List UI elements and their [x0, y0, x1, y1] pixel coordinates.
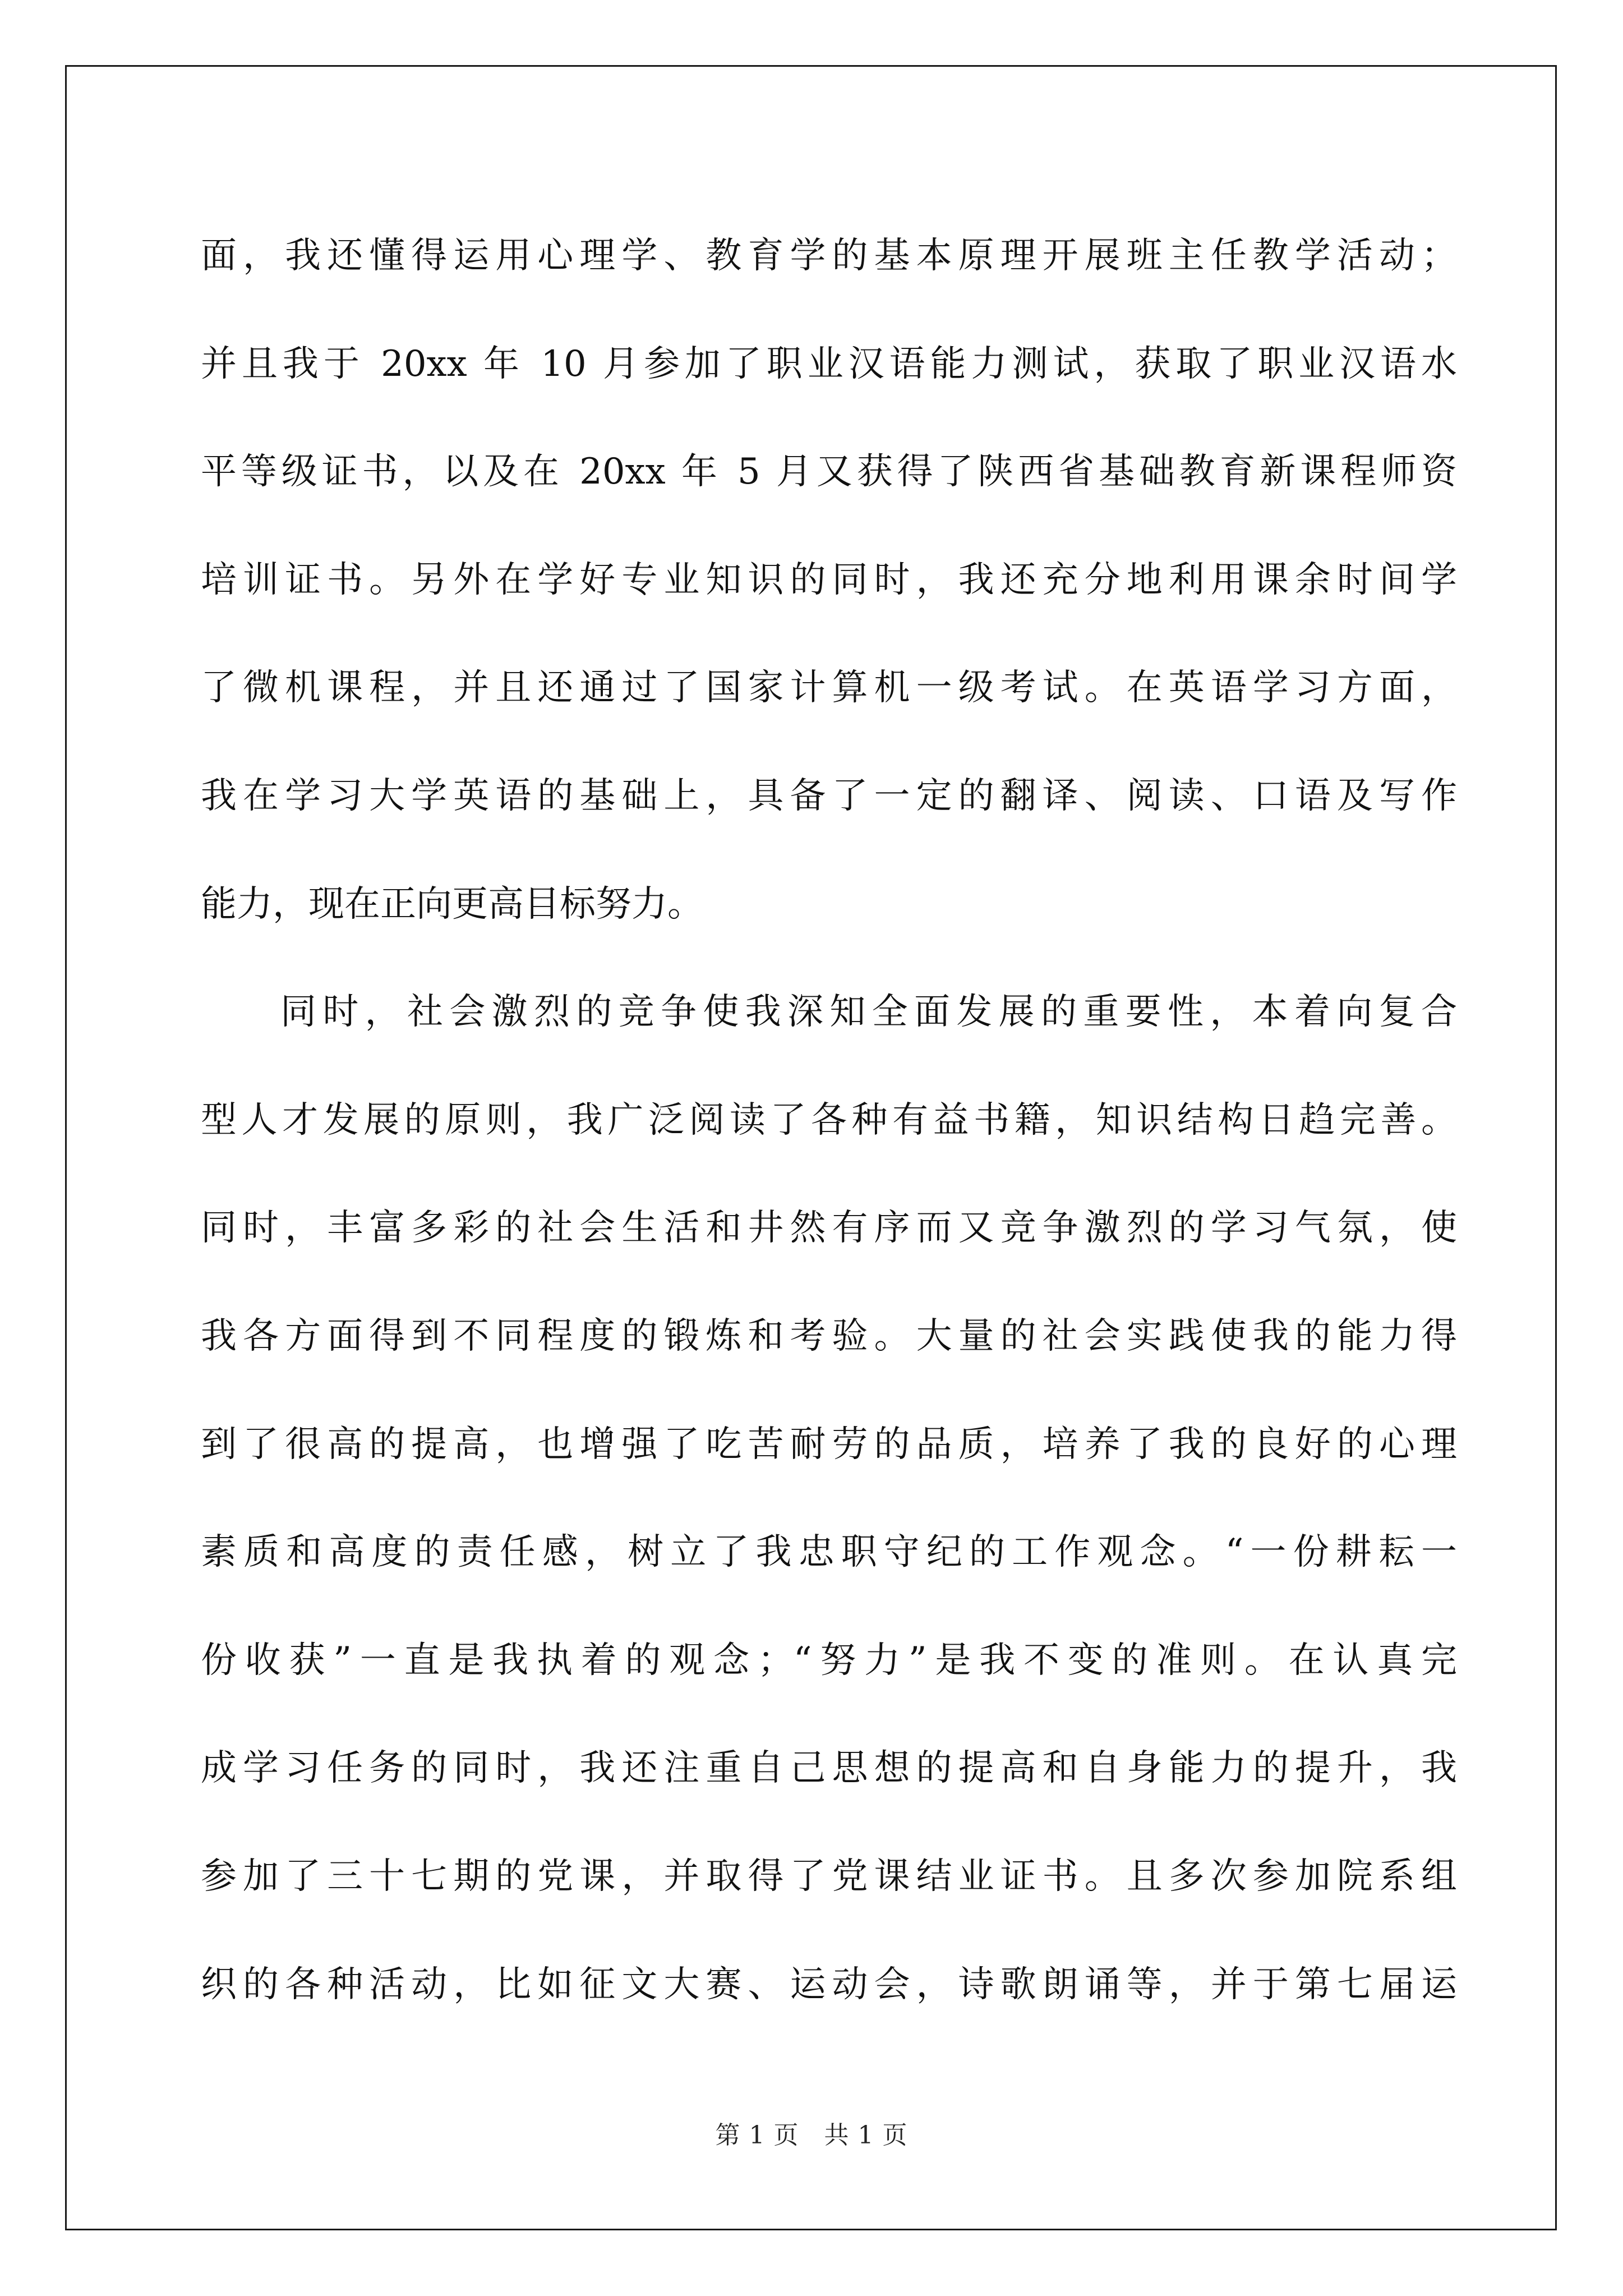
text-line: 素质和高度的责任感，树立了我忠职守纪的工作观念。“一份耕耘一 — [201, 1531, 1457, 1573]
text-line: 参加了三十七期的党课，并取得了党课结业证书。且多次参加院系组 — [201, 1855, 1457, 1897]
text-line: 并且我于 20xx 年 10 月参加了职业汉语能力测试，获取了职业汉语水 — [201, 343, 1457, 385]
document-body — [201, 202, 1457, 2147]
text-line: 面，我还懂得运用心理学、教育学的基本原理开展班主任教学活动； — [201, 235, 1457, 277]
text-line: 份收获”一直是我执着的观念；“努力”是我不变的准则。在认真完 — [201, 1639, 1457, 1681]
text-line: 同时，丰富多彩的社会生活和井然有序而又竞争激烈的学习气氛，使 — [201, 1207, 1457, 1249]
text-line: 型人才发展的原则，我广泛阅读了各种有益书籍，知识结构日趋完善。 — [201, 1099, 1457, 1141]
text-line: 了微机课程，并且还通过了国家计算机一级考试。在英语学习方面， — [201, 667, 1457, 709]
text-line: 织的各种活动，比如征文大赛、运动会，诗歌朗诵等，并于第七届运 — [201, 1963, 1457, 2005]
paragraph-first-line: 同时，社会激烈的竞争使我深知全面发展的重要性，本着向复合 — [280, 991, 1457, 1033]
page-number-footer: 第 1 页 共 1 页 — [715, 2121, 908, 2150]
text-line: 成学习任务的同时，我还注重自己思想的提高和自身能力的提升，我 — [201, 1747, 1457, 1789]
text-line: 我在学习大学英语的基础上，具备了一定的翻译、阅读、口语及写作 — [201, 775, 1457, 817]
text-line: 能力，现在正向更高目标努力。 — [201, 883, 703, 925]
text-line: 我各方面得到不同程度的锻炼和考验。大量的社会实践使我的能力得 — [201, 1315, 1457, 1357]
text-line: 平等级证书，以及在 20xx 年 5 月又获得了陕西省基础教育新课程师资 — [201, 451, 1457, 493]
text-line: 培训证书。另外在学好专业知识的同时，我还充分地利用课余时间学 — [201, 559, 1457, 601]
text-line: 到了很高的提高，也增强了吃苦耐劳的品质，培养了我的良好的心理 — [201, 1423, 1457, 1465]
